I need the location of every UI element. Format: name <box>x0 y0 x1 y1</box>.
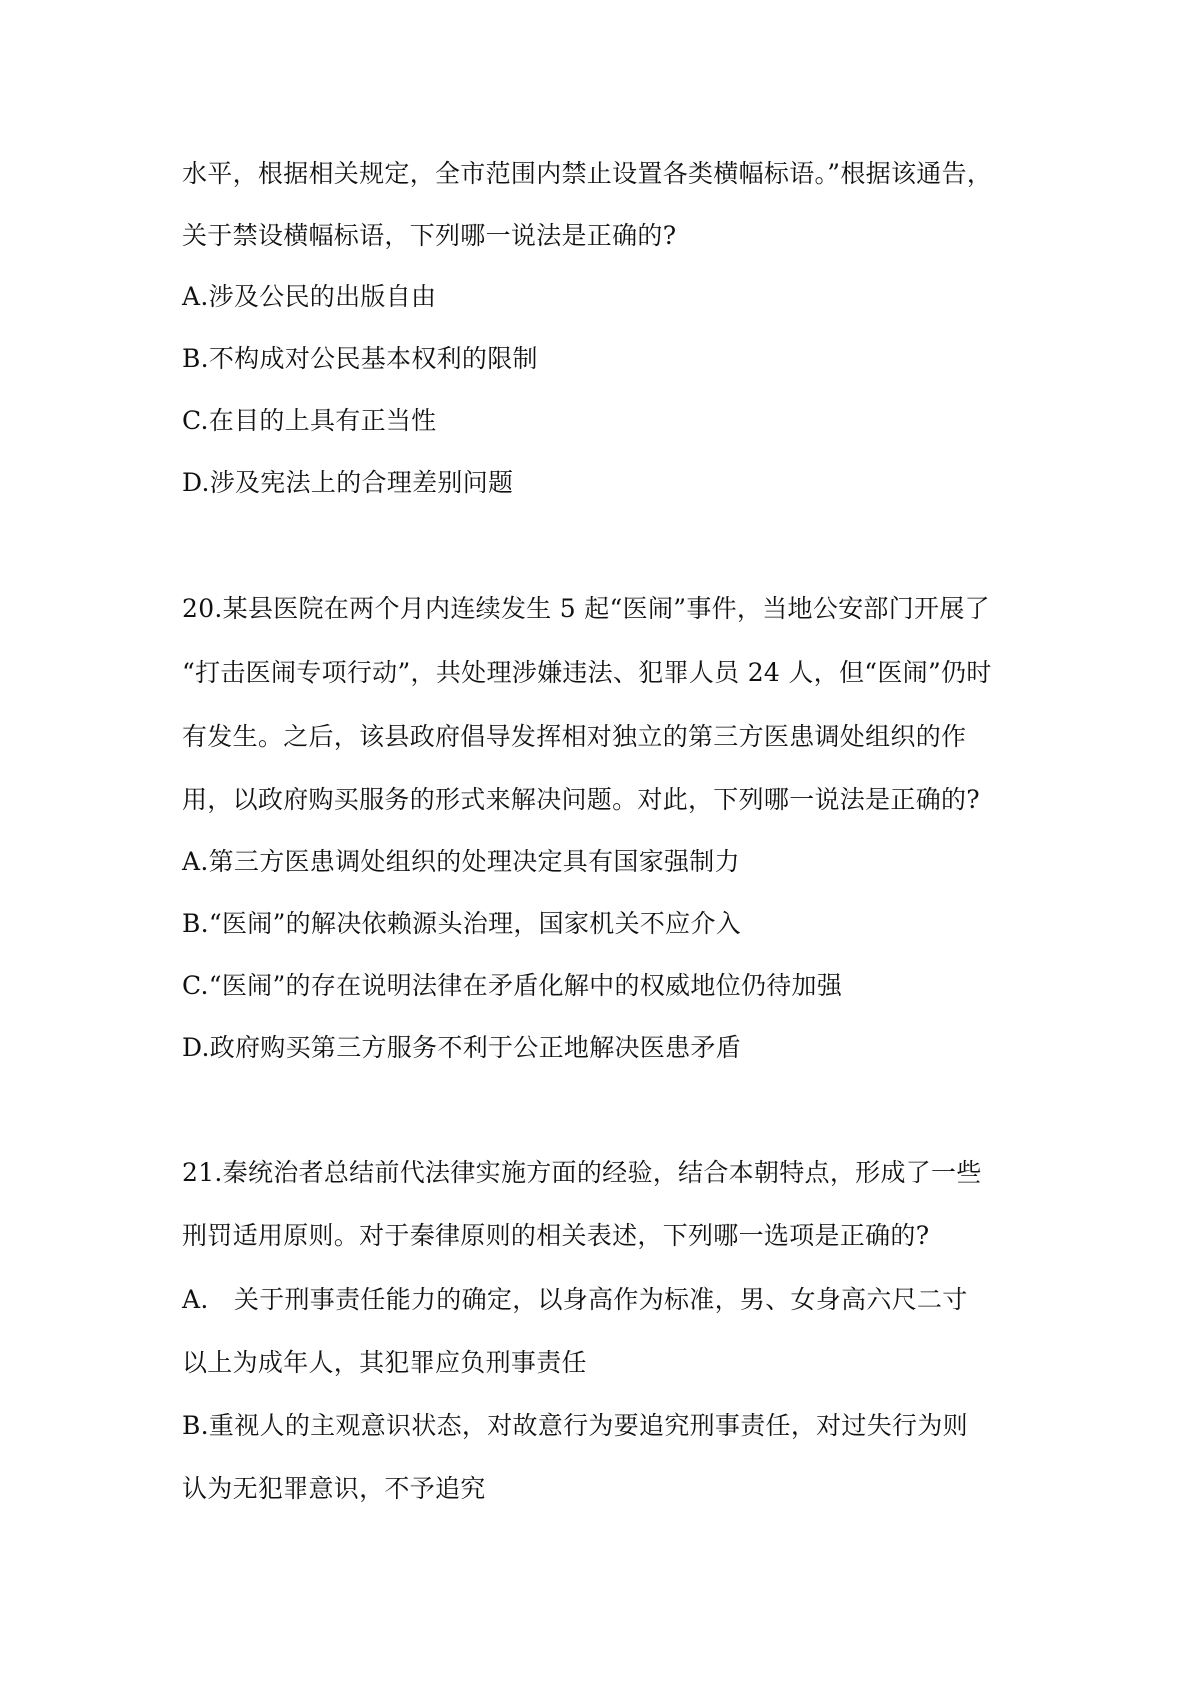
q19-stem-line-2: 关于禁设横幅标语，下列哪一说法是正确的? <box>182 221 677 250</box>
q21-option-a-line-1: A. 关于刑事责任能力的确定，以身高作为标准，男、女身高六尺二寸 <box>182 1285 968 1314</box>
q20-stem-line-3: 有发生。之后，该县政府倡导发挥相对独立的第三方医患调处组织的作 <box>182 722 967 751</box>
q20-option-a: A.第三方医患调处组织的处理决定具有国家强制力 <box>182 847 740 876</box>
q21-option-b-line-2: 认为无犯罪意识，不予追究 <box>182 1474 486 1503</box>
q20-option-c: C.“医闹”的存在说明法律在矛盾化解中的权威地位仍待加强 <box>182 971 843 1000</box>
q20-option-d: D.政府购买第三方服务不利于公正地解决医患矛盾 <box>182 1033 742 1062</box>
q20-option-b: B.“医闹”的解决依赖源头治理，国家机关不应介入 <box>182 909 742 938</box>
q21-option-a-line-2: 以上为成年人，其犯罪应负刑事责任 <box>182 1348 587 1377</box>
q20-stem-line-4: 用，以政府购买服务的形式来解决问题。对此，下列哪一说法是正确的? <box>182 785 981 814</box>
q19-option-b: B.不构成对公民基本权利的限制 <box>182 344 538 373</box>
q21-option-b-line-1: B.重视人的主观意识状态，对故意行为要追究刑事责任，对过失行为则 <box>182 1411 968 1440</box>
q19-option-d: D.涉及宪法上的合理差别问题 <box>182 468 514 497</box>
q19-stem-line-1: 水平，根据相关规定，全市范围内禁止设置各类横幅标语。”根据该通告， <box>182 159 993 188</box>
q20-stem-line-1: 20.某县医院在两个月内连续发生 5 起“医闹”事件，当地公安部门开展了 <box>182 594 990 623</box>
q21-stem-line-1: 21.秦统治者总结前代法律实施方面的经验，结合本朝特点，形成了一些 <box>182 1158 982 1187</box>
q19-option-c: C.在目的上具有正当性 <box>182 406 437 435</box>
q21-stem-line-2: 刑罚适用原则。对于秦律原则的相关表述，下列哪一选项是正确的? <box>182 1221 930 1250</box>
q19-option-a: A.涉及公民的出版自由 <box>182 282 437 311</box>
q20-stem-line-2: “打击医闹专项行动”，共处理涉嫌违法、犯罪人员 24 人，但“医闹”仍时 <box>182 658 992 687</box>
